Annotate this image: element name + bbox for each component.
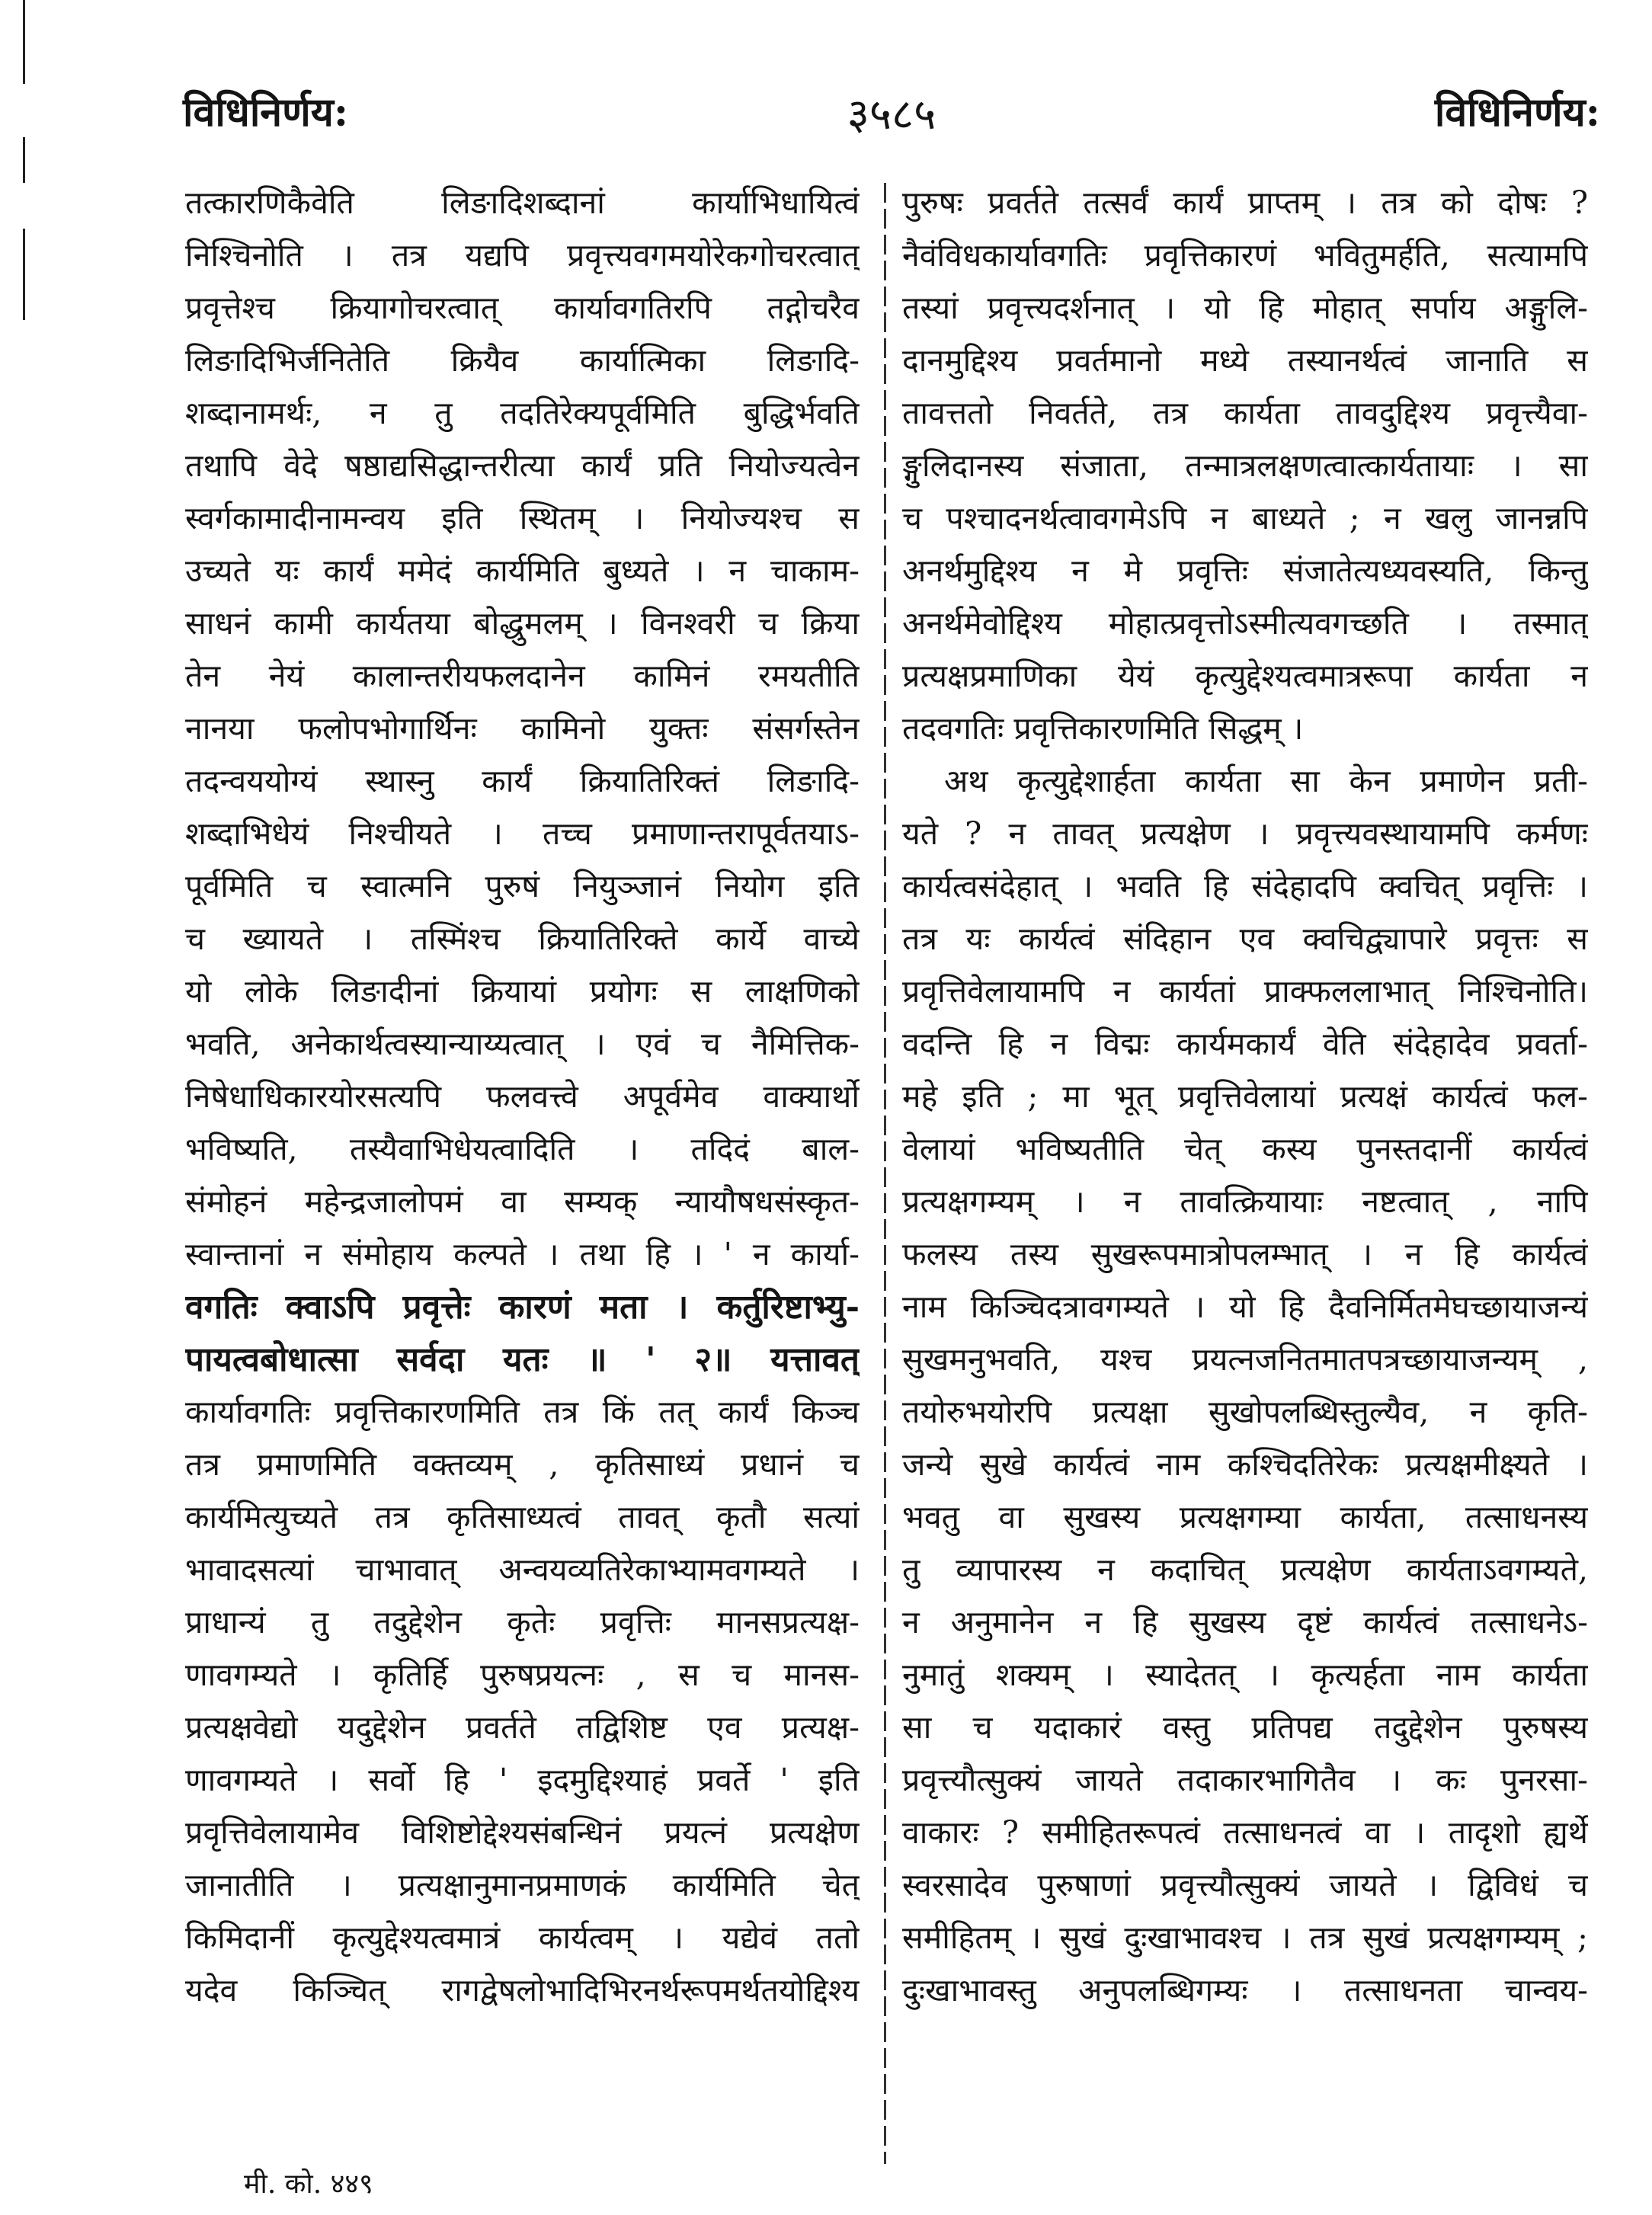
text-line: तत्र प्रमाणमिति वक्तव्यम् , कृतिसाध्यं प्रधानं च [185,1446,860,1483]
text-line: प्राधान्यं तु तदुद्देशेन कृतेः प्रवृत्तिः मानसप्रत्यक्ष- [185,1604,860,1640]
text-line: निश्चिनोति । तत्र यद्यपि प्रवृत्त्यवगमयोरेकगोचरत्वात् [185,237,860,274]
text-line: नुमातुं शक्यम् । स्यादेतत् । कृत्यर्हता नाम कार्यता [902,1656,1588,1693]
text-line: सुखमनुभवति, यश्च प्रयत्नजनितमातपत्रच्छायाजन्यम् , [902,1341,1588,1378]
text-line: यते ? न तावत् प्रत्यक्षेण । प्रवृत्त्यवस्थायामपि कर्मणः [902,815,1588,852]
running-title-left: विधिनिर्णय: [183,89,349,136]
text-line: दानमुद्दिश्य प्रवर्तमानो मध्ये तस्यानर्थत्वं जानाति स [902,342,1588,379]
text-line: च पश्चादनर्थत्वावगमेऽपि न बाध्यते ; न खलु जानन्नपि [902,500,1588,536]
text-line: अथ कृत्युद्देशार्हता कार्यता सा केन प्रमाणेन प्रती- [944,763,1588,799]
text-line: कार्यमित्युच्यते तत्र कृतिसाध्यत्वं तावत् कृतौ सत्यां [185,1499,860,1535]
text-line: स्वर्गकामादीनामन्वय इति स्थितम् । नियोज्यश्च स [185,500,860,536]
text-line: तस्यां प्रवृत्त्यदर्शनात् । यो हि मोहात् सर्पाय अङ्गुलि- [902,290,1588,326]
text-line: प्रवृत्तिवेलायामेव विशिष्टोद्देश्यसंबन्धिनं प्रयत्नं प्रत्यक्षेण [185,1814,860,1851]
text-line: भावादसत्यां चाभावात् अन्वयव्यतिरेकाभ्यामवगम्यते । [185,1551,860,1588]
text-line: न अनुमानेन न हि सुखस्य दृष्टं कार्यत्वं तत्साधनेऽ- [902,1604,1588,1640]
text-line: पूर्वमिति च स्वात्मनि पुरुषं नियुञ्जानं नियोग इति [185,868,860,904]
text-line: यदेव किञ्चित् रागद्वेषलोभादिभिरनर्थरूपमर्थतयोद्दिश्य [185,1972,860,2009]
margin-rule [23,137,25,183]
text-line: शब्दाभिधेयं निश्चीयते । तच्च प्रमाणान्तरापूर्वतयाऽ- [185,815,860,852]
text-line: कार्यावगतिः प्रवृत्तिकारणमिति तत्र किं तत् कार्यं किञ्च [185,1394,860,1430]
text-line: समीहितम् । सुखं दुःखाभावश्च । तत्र सुखं प्रत्यक्षगम्यम् ; [902,1919,1588,1956]
text-line: सा च यदाकारं वस्तु प्रतिपद्य तदुद्देशेन पुरुषस्य [902,1709,1588,1746]
text-line: भवति, अनेकार्थत्वस्यान्याय्यत्वात् । एवं च नैमित्तिक- [185,1026,860,1062]
left-column [185,177,860,2017]
text-line: तथापि वेदे षष्ठाद्यसिद्धान्तरीत्या कार्यं प्रति नियोज्यत्वेन [185,447,860,484]
text-line: प्रवृत्त्यौत्सुक्यं जायते तदाकारभागितैव । कः पुनरसा- [902,1762,1588,1798]
text-line: तत्कारणिकैवेति लिङादिशब्दानां कार्याभिधायित्वं [185,184,860,221]
text-line: तु व्यापारस्य न कदाचित् प्रत्यक्षेण कार्यताऽवगम्यते, [902,1551,1588,1588]
text-line: प्रवृत्तिवेलायामपि न कार्यतां प्राक्फललाभात् निश्चिनोति। [902,973,1588,1010]
text-line: किमिदानीं कृत्युद्देश्यत्वमात्रं कार्यत्वम् । यद्येवं ततो [185,1919,860,1956]
margin-rule [23,229,25,320]
text-line: प्रत्यक्षगम्यम् । न तावत्क्रियायाः नष्टत्वात् , नापि [902,1183,1588,1220]
text-line: फलस्य तस्य सुखरूपमात्रोपलम्भात् । न हि कार्यत्वं [902,1236,1588,1272]
text-line: च ख्यायते । तस्मिंश्च क्रियातिरिक्ते कार्ये वाच्ये [185,920,860,957]
text-line: अनर्थमुद्दिश्य न मे प्रवृत्तिः संजातेत्यध्यवस्यति, किन्तु [902,552,1588,589]
text-line: जन्ये सुखे कार्यत्वं नाम कश्चिदतिरेकः प्रत्यक्षमीक्ष्यते । [902,1446,1588,1483]
text-line: संमोहनं महेन्द्रजालोपमं वा सम्यक् न्यायौषधसंस्कृत- [185,1183,860,1220]
text-line: तेन नेयं कालान्तरीयफलदानेन कामिनं रमयतीति [185,658,860,694]
text-line: वेलायां भविष्यतीति चेत् कस्य पुनस्तदानीं कार्यत्वं [902,1131,1588,1167]
text-line: साधनं कामी कार्यतया बोद्धुमलम् । विनश्वरी च क्रिया [185,605,860,642]
page-number: ३५८५ [847,90,936,139]
text-line: नाम किञ्चिदत्रावगम्यते । यो हि दैवनिर्मितमेघच्छायाजन्यं [902,1288,1588,1325]
text-line: शब्दानामर्थः, न तु तदतिरेक्यपूर्वमिति बुद्धिर्भवति [185,395,860,431]
text-line: महे इति ; मा भूत् प्रवृत्तिवेलायां प्रत्यक्षं कार्यत्वं फल- [902,1078,1588,1115]
page-footer-signature: मी. को. ४४९ [244,2169,373,2200]
text-line: प्रत्यक्षवेद्यो यदुद्देशेन प्रवर्तते तद्विशिष्ट एव प्रत्यक्ष- [185,1709,860,1746]
text-line: तावत्ततो निवर्तते, तत्र कार्यता तावदुद्दिश्य प्रवृत्त्यैवा- [902,395,1588,431]
text-line: पुरुषः प्रवर्तते तत्सर्वं कार्यं प्राप्तम् । तत्र को दोषः ? [902,184,1588,221]
text-line: उच्यते यः कार्यं ममेदं कार्यमिति बुध्यते । न चाकाम- [185,552,860,589]
text-line: वाकारः ? समीहितरूपत्वं तत्साधनत्वं वा । तादृशो ह्यर्थे [902,1814,1588,1851]
text-line: ङ्गुलिदानस्य संजाता, तन्मात्रलक्षणत्वात्कार्यतायाः । सा [902,447,1588,484]
text-line: स्वान्तानां न संमोहाय कल्पते । तथा हि । ' न कार्या- [185,1236,860,1272]
text-line: णावगम्यते । कृतिर्हि पुरुषप्रयत्नः , स च मानस- [185,1656,860,1693]
verse-line: वगतिः क्वाऽपि प्रवृत्तेः कारणं मता । कर्तुरिष्टाभ्यु- [185,1288,860,1327]
text-line: नैवंविधकार्यावगतिः प्रवृत्तिकारणं भवितुमर्हति, सत्यामपि [902,237,1588,274]
text-line: नानया फलोपभोगार्थिनः कामिनो युक्तः संसर्गस्तेन [185,710,860,747]
text-line: जानातीति । प्रत्यक्षानुमानप्रमाणकं कार्यमिति चेत् [185,1867,860,1903]
text-line: वदन्ति हि न विद्मः कार्यमकार्यं वेति संदेहादेव प्रवर्ता- [902,1026,1588,1062]
verse-line: पायत्वबोधात्सा सर्वदा यतः ॥ ' २॥ यत्तावत् [185,1340,860,1379]
column-divider [884,183,886,2164]
running-title-right: विधिनिर्णय: [1434,89,1600,136]
text-line: तदन्वययोग्यं स्थास्नु कार्यं क्रियातिरिक्तं लिङादि- [185,763,860,799]
text-line: अनर्थमेवोद्दिश्य मोहात्प्रवृत्तोऽस्मीत्यवगच्छति । तस्मात् [902,605,1588,642]
text-line: कार्यत्वसंदेहात् । भवति हि संदेहादपि क्वचित् प्रवृत्तिः । [902,868,1588,904]
text-line: लिङादिभिर्जनितेति क्रियैव कार्यात्मिका लिङादि- [185,342,860,379]
text-line: तयोरुभयोरपि प्रत्यक्षा सुखोपलब्धिस्तुल्यैव, न कृति- [902,1394,1588,1430]
text-line: णावगम्यते । सर्वो हि ' इदमुद्दिश्याहं प्रवर्ते ' इति [185,1762,860,1798]
text-line: निषेधाधिकारयोरसत्यपि फलवत्त्वे अपूर्वमेव वाक्यार्थो [185,1078,860,1115]
text-line: दुःखाभावस्तु अनुपलब्धिगम्यः । तत्साधनता चान्वय- [902,1972,1588,2009]
text-line: यो लोके लिङादीनां क्रियायां प्रयोगः स लाक्षणिको [185,973,860,1010]
margin-rule [23,0,25,84]
text-line: भविष्यति, तस्यैवाभिधेयत्वादिति । तदिदं बाल- [185,1131,860,1167]
text-line: भवतु वा सुखस्य प्रत्यक्षगम्या कार्यता, तत्साधनस्य [902,1499,1588,1535]
text-line: तत्र यः कार्यत्वं संदिहान एव क्वचिद्व्यापारे प्रवृत्तः स [902,920,1588,957]
text-line: तदवगतिः प्रवृत्तिकारणमिति सिद्धम् । [902,710,1304,747]
text-line: स्वरसादेव पुरुषाणां प्रवृत्त्यौत्सुक्यं जायते । द्विविधं च [902,1867,1588,1903]
text-line: प्रत्यक्षप्रमाणिका येयं कृत्युद्देश्यत्वमात्ररूपा कार्यता न [902,658,1588,694]
right-column [902,177,1588,2017]
text-line: प्रवृत्तेश्च क्रियागोचरत्वात् कार्यावगतिरपि तद्गोचरैव [185,290,860,326]
page-header [183,76,1600,145]
